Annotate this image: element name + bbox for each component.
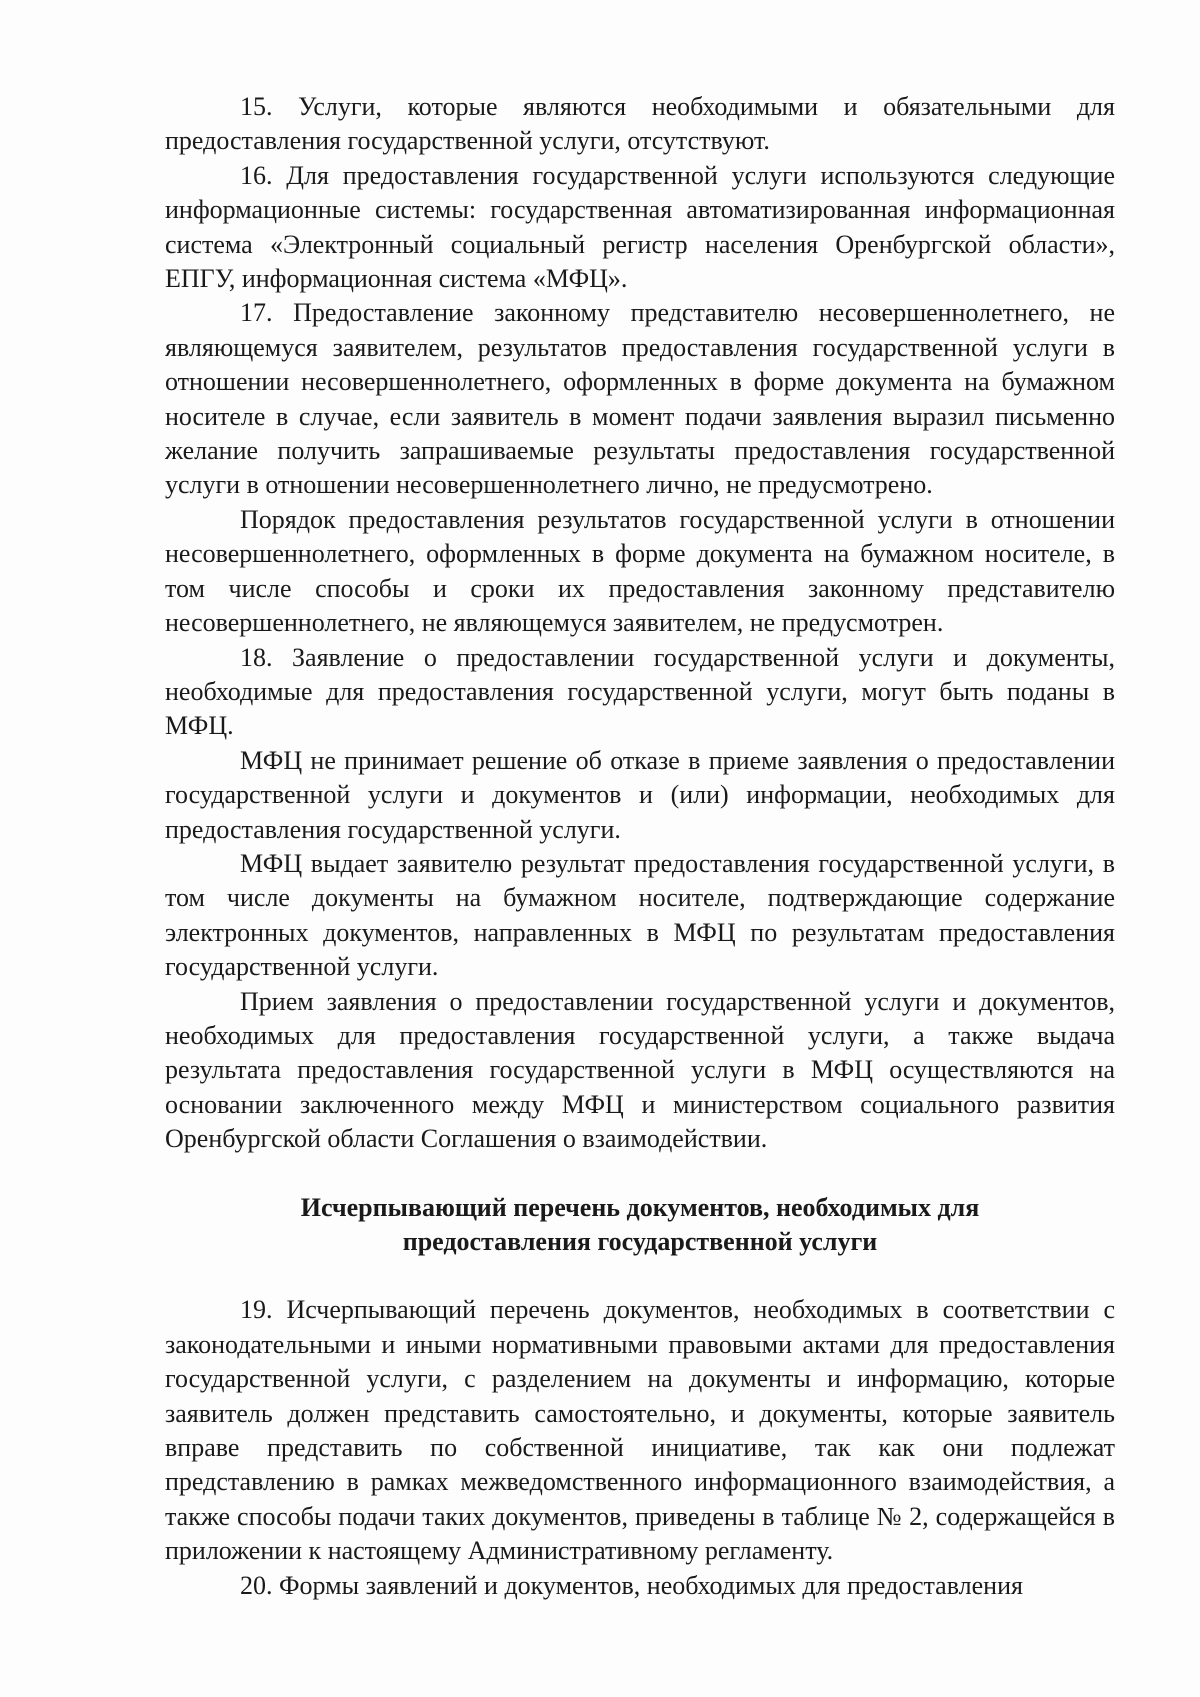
paragraph-16: 16. Для предоставления государственной услуги используются следующие информационные системы: государственная автоматизированная информационная система «Электронный социальный регистр населения Оренбургской области», ЕПГУ, информационная система «МФЦ».: [165, 160, 1115, 294]
document-body: [165, 90, 1115, 1603]
paragraph-20: 20. Формы заявлений и документов, необходимых для предоставления: [240, 1570, 1023, 1600]
paragraph-18: 18. Заявление о предоставлении государственной услуги и документы, необходимые для предоставления государственной услуги, могут быть поданы в МФЦ.: [165, 642, 1115, 741]
paragraph-15: 15. Услуги, которые являются необходимыми и обязательными для предоставления государственной услуги, отсутствуют.: [165, 92, 1115, 156]
paragraph-17: 17. Предоставление законному представителю несовершеннолетнего, не являющемуся заявителем, результатов предоставления государственной услуги в отношении несовершеннолетнего, оформленных в форме документа на бумажном носителе в случае, если заявитель в момент подачи заявления выразил письменно желание получить запрашиваемые результаты предоставления государственной услуги в отношении несовершеннолетнего лично, не предусмотрено.: [165, 298, 1115, 500]
section-heading-line-1: Исчерпывающий перечень документов, необходимых для: [300, 1192, 980, 1222]
section-heading-line-2: предоставления государственной услуги: [402, 1227, 878, 1256]
paragraph-18-issue: МФЦ выдает заявителю результат предоставления государственной услуги, в том числе документы на бумажном носителе, подтверждающие содержание электронных документов, направленных в МФЦ по результатам предоставления государственной услуги.: [165, 848, 1115, 982]
paragraph-17-order: Порядок предоставления результатов государственной услуги в отношении несовершеннолетнего, оформленных в форме документа на бумажном носителе, в том числе способы и сроки их предоставления законному представителю несовершеннолетнего, не являющемуся заявителем, не предусмотрен.: [165, 504, 1115, 638]
paragraph-19: 19. Исчерпывающий перечень документов, необходимых в соответствии с законодательными и иными нормативными правовыми актами для предоставления государственной услуги, с разделением на документы и информацию, которые заявитель должен представить самостоятельно, и документы, которые заявитель вправе представить по собственной инициативе, так как они подлежат представлению в рамках межведомственного информационного взаимодействия, а также способы подачи таких документов, приведены в таблице № 2, содержащейся в приложении к настоящему Административному регламенту.: [165, 1295, 1115, 1566]
paragraph-18-agreement: Прием заявления о предоставлении государственной услуги и документов, необходимых для предоставления государственной услуги, а также выдача результата предоставления государственной услуги в МФЦ осуществляются на основании заключенного между МФЦ и министерством социального развития Оренбургской области Соглашения о взаимодействии.: [165, 986, 1115, 1154]
paragraph-18-refusal: МФЦ не принимает решение об отказе в приеме заявления о предоставлении государственной услуги и документов и (или) информации, необходимых для предоставления государственной услуги.: [165, 745, 1115, 844]
section-heading: [165, 1191, 1115, 1260]
